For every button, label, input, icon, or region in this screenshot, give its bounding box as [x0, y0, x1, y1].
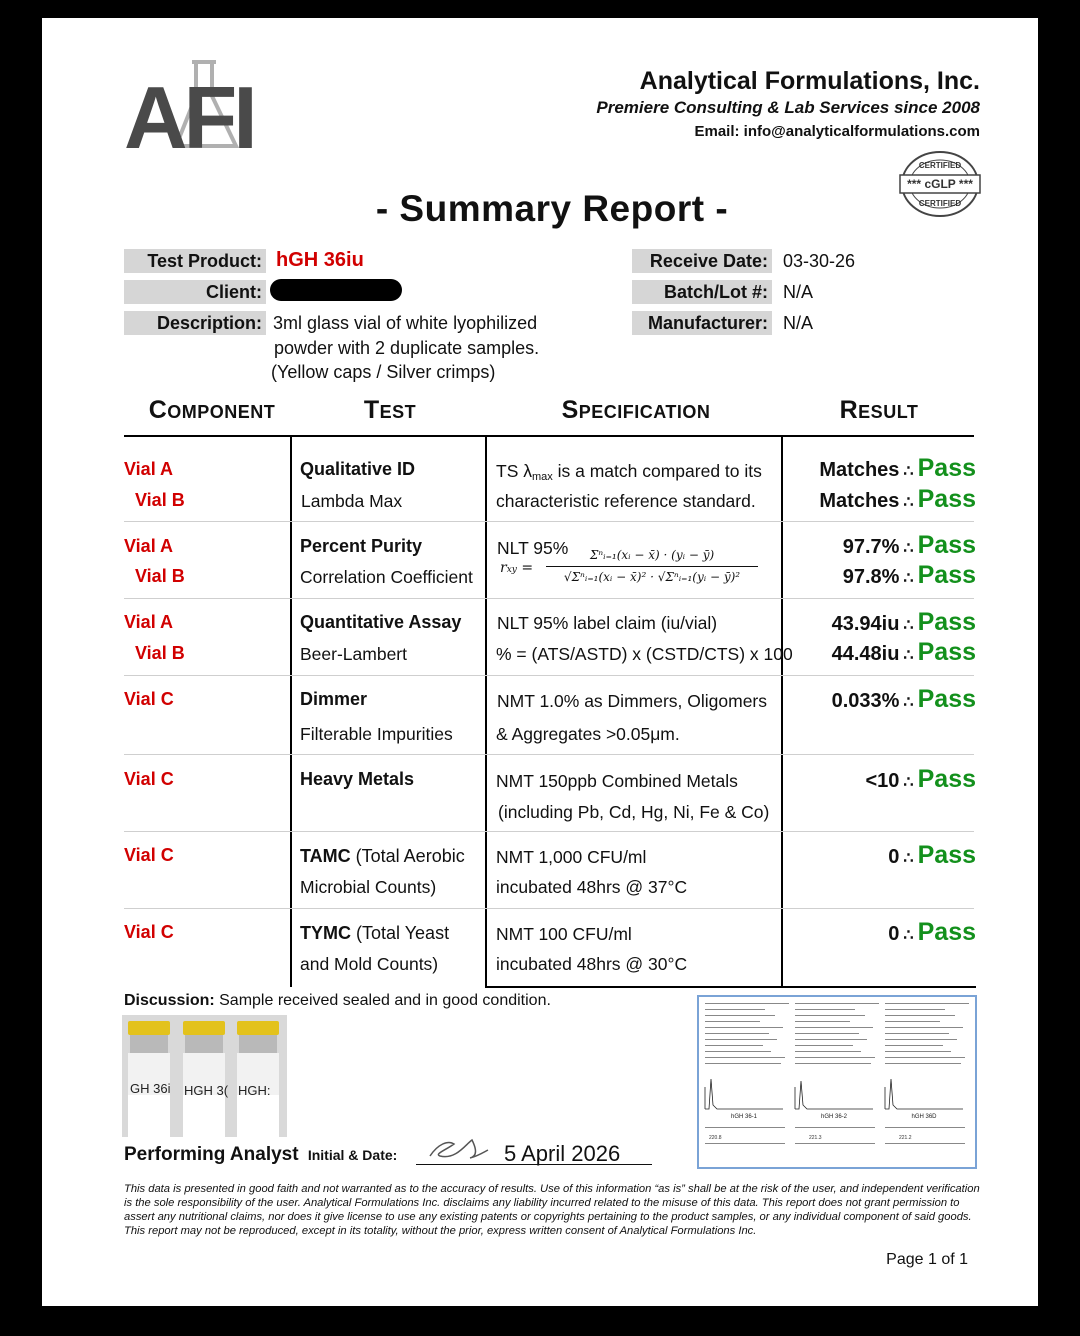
row-component-1: Vial C	[124, 922, 174, 942]
report-title: - Summary Report -	[375, 188, 729, 229]
row-spec-2: characteristic reference standard.	[496, 491, 756, 511]
spectrum-wavelength: 221.2	[899, 1135, 912, 1141]
description-line-3: (Yellow caps / Silver crimps)	[271, 362, 496, 382]
pass-badge: Pass	[917, 918, 976, 946]
row-spec-1: NMT 1,000 CFU/ml	[496, 847, 647, 867]
spectrum-label: hGH 36-1	[730, 1114, 758, 1120]
afi-logo	[124, 56, 274, 156]
row-test-name: Dimmer	[300, 689, 368, 709]
row-result-1: 97.7% ∴ Pass	[842, 531, 976, 559]
pass-badge: Pass	[917, 561, 976, 589]
row-result-2: 44.48iu ∴ Pass	[831, 638, 976, 666]
row-component-2: Vial B	[135, 490, 185, 510]
spectrum-trace	[795, 1081, 873, 1109]
company-email: Email: info@analyticalformulations.com	[694, 123, 980, 140]
col-header-specification: Specification	[561, 396, 711, 424]
company-tagline: Premiere Consulting & Lab Services since 2008	[596, 98, 980, 117]
vial-1	[128, 1021, 171, 1137]
test-product-label: Test Product:	[124, 249, 266, 273]
row-separator	[124, 521, 974, 522]
row-separator	[124, 908, 974, 909]
row-result-2: Matches ∴ Pass	[819, 485, 976, 513]
spectrum-trace	[885, 1079, 963, 1109]
pass-badge: Pass	[917, 841, 976, 869]
row-test-name: TAMC (Total Aerobic	[300, 846, 465, 866]
row-result-1: 0.033% ∴ Pass	[831, 685, 976, 713]
vial-2	[183, 1021, 229, 1137]
seal-bottom-text: CERTIFIED	[918, 199, 962, 208]
row-spec-1: TS $\lambda_{max}$ is a match compared to its	[496, 461, 762, 483]
formula-numerator: Σⁿᵢ₌₁(xᵢ − x̄) · (yᵢ − ȳ)	[589, 548, 715, 562]
row-spec-1: NMT 150ppb Combined Metals	[496, 771, 738, 791]
row-component-2: Vial B	[135, 643, 185, 663]
row-separator	[124, 675, 974, 676]
description-line-2: powder with 2 duplicate samples.	[274, 338, 540, 358]
row-separator	[124, 754, 974, 755]
row-result-2: 97.8% ∴ Pass	[842, 561, 976, 589]
row-spec-2: % = (ATS/ASTD) x (CSTD/CTS) x 100	[496, 644, 793, 664]
manufacturer-label: Manufacturer:	[632, 311, 772, 335]
row-test-sub: Beer-Lambert	[300, 644, 407, 664]
table-vline-3	[781, 435, 783, 987]
correlation-formula	[500, 550, 760, 598]
row-test-name: Qualitative ID	[300, 459, 416, 479]
pass-badge: Pass	[917, 454, 976, 482]
row-spec-2: incubated 48hrs @ 30°C	[496, 954, 688, 974]
row-spec-1: NMT 1.0% as Dimmers, Oligomers	[497, 691, 768, 711]
formula-denominator: √Σⁿᵢ₌₁(xᵢ − x̄)² · √Σⁿᵢ₌₁(yᵢ − ȳ)²	[563, 570, 741, 584]
pass-badge: Pass	[917, 685, 976, 713]
pass-badge: Pass	[917, 638, 976, 666]
formula-lhs: rxy =	[500, 560, 534, 576]
vial-label: HGH 3(	[184, 1083, 229, 1098]
logo-text: AFI	[124, 68, 254, 156]
discussion: Discussion: Sample received sealed and in good condition.	[124, 992, 551, 1009]
row-test-name: Percent Purity	[300, 536, 423, 556]
row-test-sub: Correlation Coefficient	[300, 567, 473, 587]
initial-date-label: Initial & Date:	[307, 1147, 398, 1163]
table-bottom-rule	[485, 986, 976, 988]
vials-photo	[122, 1015, 287, 1137]
vial-3	[237, 1021, 279, 1137]
spectrum-label: hGH 36-2	[820, 1114, 848, 1120]
row-result-1: 0 ∴ Pass	[888, 841, 976, 869]
pass-badge: Pass	[917, 485, 976, 513]
analyst-date: 5 April 2026	[504, 1141, 621, 1166]
row-spec-2: & Aggregates >0.05μm.	[496, 724, 680, 744]
batch-value: N/A	[783, 282, 814, 302]
row-spec-1: NMT 100 CFU/ml	[496, 924, 632, 944]
row-component-1: Vial C	[124, 769, 174, 789]
spectrum-wavelength: 221.3	[809, 1135, 822, 1141]
description-label: Description:	[124, 311, 266, 335]
receive-date-label: Receive Date:	[632, 249, 772, 273]
row-component-1: Vial C	[124, 689, 174, 709]
row-component-2: Vial B	[135, 566, 185, 586]
table-vline-2	[485, 435, 487, 987]
row-component-1: Vial C	[124, 845, 174, 865]
batch-label: Batch/Lot #:	[632, 280, 772, 304]
client-label: Client:	[124, 280, 266, 304]
row-component-1: Vial A	[124, 612, 174, 632]
seal-center-text: *** cGLP ***	[907, 177, 973, 191]
receive-date-value: 03-30-26	[783, 251, 856, 271]
analyst-signature-icon	[426, 1134, 492, 1164]
row-spec-2: incubated 48hrs @ 37°C	[496, 877, 688, 897]
col-header-component: Component	[148, 396, 276, 424]
row-separator	[124, 831, 974, 832]
row-separator	[124, 598, 974, 599]
row-result-1: 43.94iu ∴ Pass	[831, 608, 976, 636]
company-block	[596, 66, 980, 144]
row-test-name: Quantitative Assay	[300, 612, 462, 632]
row-test-sub: Lambda Max	[301, 491, 403, 511]
spectrum-label: hGH 36D	[911, 1114, 937, 1120]
table-vline-1	[290, 435, 292, 987]
performing-analyst: Performing Analyst Initial & Date:	[124, 1144, 398, 1165]
report-page	[42, 18, 1038, 1306]
page-number: Page 1 of 1	[886, 1251, 968, 1268]
company-name: Analytical Formulations, Inc.	[639, 67, 980, 95]
row-result-1: 0 ∴ Pass	[888, 918, 976, 946]
vial-label: GH 36i	[130, 1081, 171, 1096]
pass-badge: Pass	[917, 531, 976, 559]
row-test-name: TYMC (Total Yeast	[300, 923, 450, 943]
test-product-value: hGH 36iu	[276, 249, 364, 271]
row-component-1: Vial A	[124, 536, 174, 556]
spectrum-wavelength: 220.8	[709, 1135, 722, 1141]
manufacturer-value: N/A	[783, 313, 814, 333]
row-test-sub: and Mold Counts)	[300, 954, 439, 974]
row-spec-1: NLT 95% label claim (iu/vial)	[497, 613, 718, 633]
vial-label: HGH:	[238, 1083, 271, 1098]
flask-logo-icon	[124, 56, 274, 156]
description-line-1: 3ml glass vial of white lyophilized	[273, 313, 538, 333]
row-spec-2: (including Pb, Cd, Hg, Ni, Fe & Co)	[498, 802, 770, 822]
row-spec-1: NLT 95%	[497, 538, 569, 558]
row-result-1: Matches ∴ Pass	[819, 454, 976, 482]
col-header-test: Test	[363, 396, 417, 424]
formula-fraction-bar	[546, 566, 758, 567]
row-test-sub: Microbial Counts)	[300, 877, 437, 897]
client-redaction	[270, 279, 402, 301]
pass-badge: Pass	[917, 608, 976, 636]
row-result-1: <10 ∴ Pass	[865, 765, 976, 793]
spectrum-trace	[705, 1079, 783, 1109]
row-test-sub: Filterable Impurities	[300, 724, 453, 744]
col-header-result: Result	[839, 396, 919, 424]
row-component-1: Vial A	[124, 459, 174, 479]
table-top-rule	[124, 435, 974, 437]
disclaimer: This data is presented in good faith and not warranted as to the accuracy of results. Use of this information “as is” shall be at the risk of the user, and independent verification is the sole responsibility of the user. Analytical Formulations Inc. disclaims any liability incurred related to the misuse of this data. This report does not grant permission to assert any nutritional claims, nor does it give license to use any existing patents or copyrights pertaining to the product samples, or any individual component of said goods. This report may not be reproduced, except in its totality, without the prior, express written consent of Analytical Formulations Inc.	[124, 1183, 980, 1237]
seal-top-text: CERTIFIED	[918, 161, 962, 170]
row-test-name: Heavy Metals	[300, 769, 415, 789]
pass-badge: Pass	[917, 765, 976, 793]
uv-spectra-printout	[697, 995, 977, 1169]
